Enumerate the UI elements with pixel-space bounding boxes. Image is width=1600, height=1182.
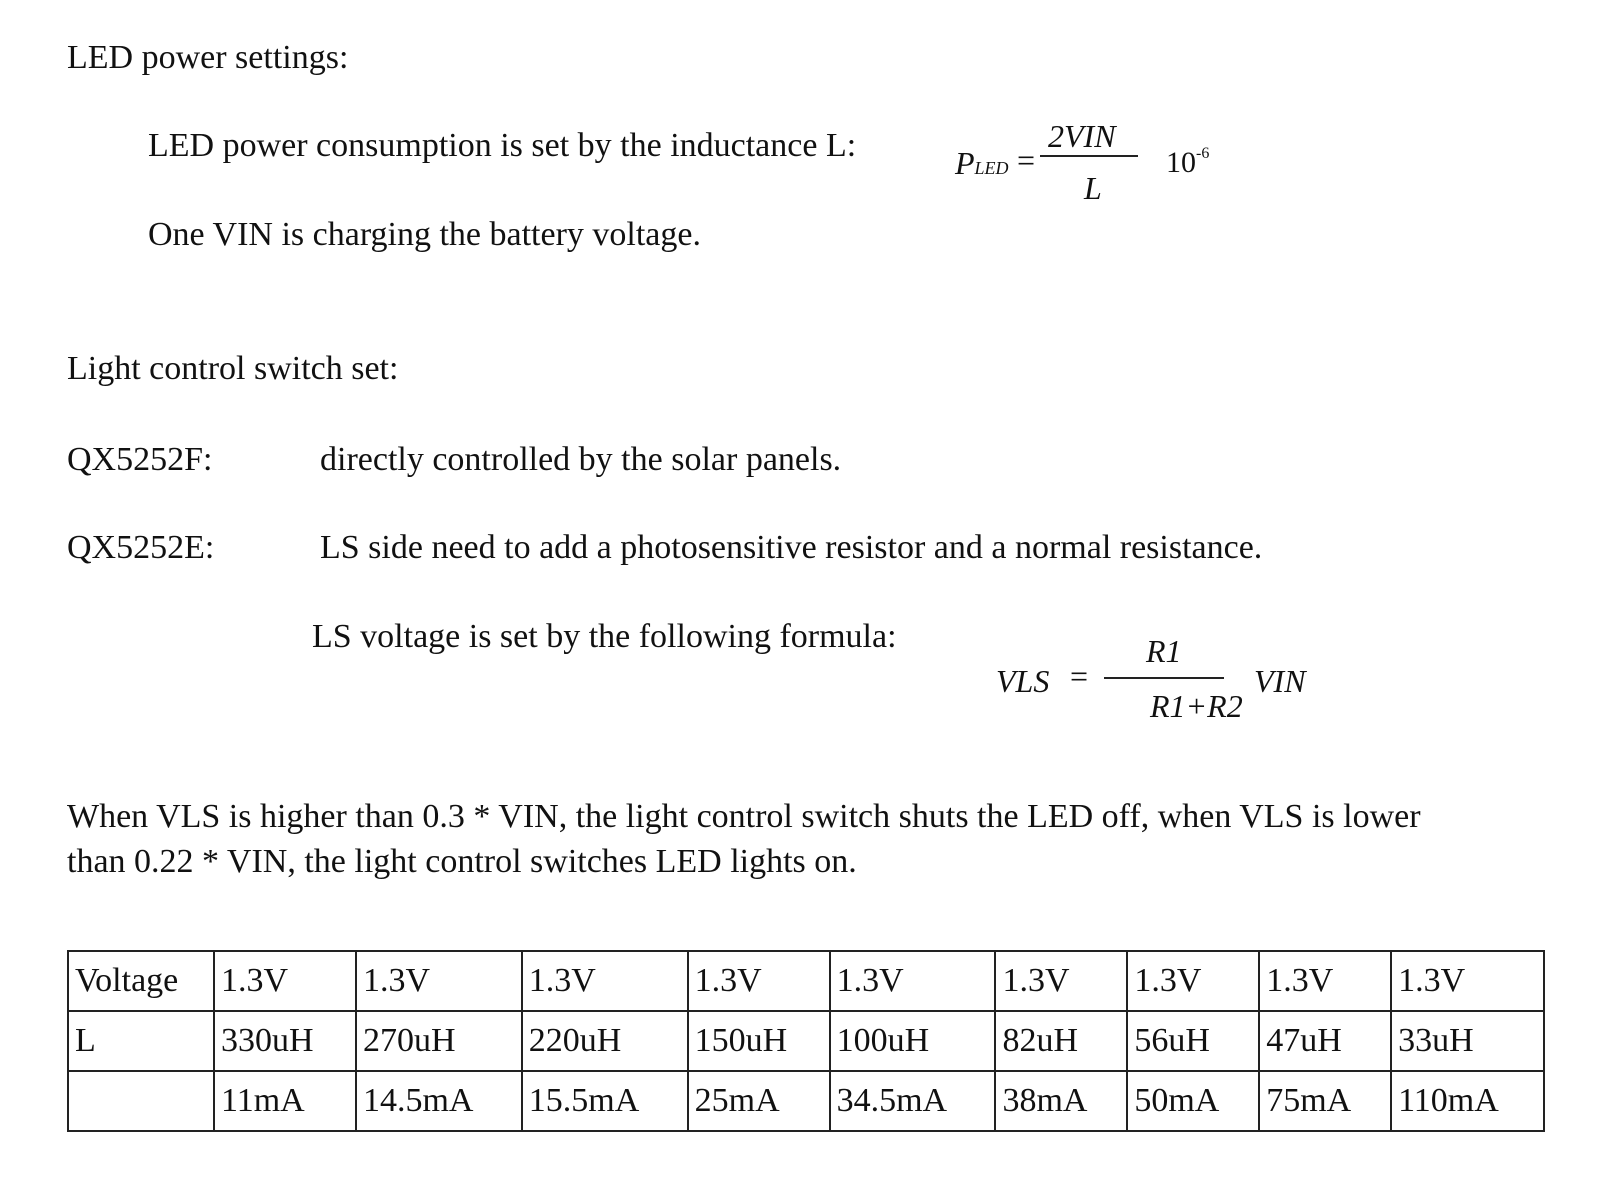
formula1-exponent: -6 (1196, 145, 1210, 162)
led-power-description: LED power consumption is set by the inductance L: (148, 127, 857, 164)
table-cell: 33uH (1391, 1011, 1544, 1071)
table-cell: 1.3V (522, 951, 688, 1011)
table-cell: 1.3V (1391, 951, 1544, 1011)
table-cell: 47uH (1259, 1011, 1391, 1071)
formula2-equals: = (1070, 658, 1089, 694)
formula1-denominator: L (1084, 170, 1102, 206)
table-cell: 34.5mA (830, 1071, 996, 1131)
table-cell: 150uH (688, 1011, 830, 1071)
table-cell: 1.3V (214, 951, 356, 1011)
table-cell: 1.3V (1259, 951, 1391, 1011)
table-cell: 15.5mA (522, 1071, 688, 1131)
formula1-lhs: P (955, 145, 975, 181)
table-cell: 1.3V (995, 951, 1127, 1011)
ls-formula-intro: LS voltage is set by the following formula: (312, 618, 897, 655)
formula2-fraction-bar (1104, 677, 1224, 679)
item-text-qx5252f: directly controlled by the solar panels. (320, 441, 842, 478)
table-cell: 110mA (1391, 1071, 1544, 1131)
item-label-qx5252e: QX5252E: (67, 529, 215, 566)
inductance-current-table (67, 950, 1545, 1132)
table-cell: 14.5mA (356, 1071, 522, 1131)
vls-threshold-line-1: When VLS is higher than 0.3 * VIN, the light control switch shuts the LED off, when VLS is lower (67, 798, 1421, 835)
item-label-qx5252f: QX5252F: (67, 441, 213, 478)
formula1-lhs-subscript: LED (974, 158, 1009, 178)
row-header: L (68, 1011, 214, 1071)
formula2-factor: VIN (1254, 663, 1306, 699)
table-cell: 38mA (995, 1071, 1127, 1131)
table-cell: 50mA (1127, 1071, 1259, 1131)
table-cell: 25mA (688, 1071, 830, 1131)
section-heading-led-power: LED power settings: (67, 39, 349, 76)
formula2-denominator: R1+R2 (1150, 688, 1243, 724)
row-header: Voltage (68, 951, 214, 1011)
formula2-numerator: R1 (1146, 633, 1182, 669)
formula2-lhs: VLS (996, 663, 1050, 699)
formula1-numerator: 2VIN (1048, 118, 1116, 154)
inductance-row (68, 1011, 1544, 1071)
table-cell: 330uH (214, 1011, 356, 1071)
table-cell: 56uH (1127, 1011, 1259, 1071)
table-cell: 100uH (830, 1011, 996, 1071)
current-row (68, 1071, 1544, 1131)
section-heading-light-control: Light control switch set: (67, 350, 399, 387)
table-cell: 82uH (995, 1011, 1127, 1071)
table-cell: 1.3V (1127, 951, 1259, 1011)
table-cell: 270uH (356, 1011, 522, 1071)
table-cell: 1.3V (356, 951, 522, 1011)
formula1-factor: 10 (1166, 146, 1196, 179)
row-header (68, 1071, 214, 1131)
formula1-equals: = (1017, 142, 1036, 178)
vls-threshold-line-2: than 0.22 * VIN, the light control switches LED lights on. (67, 843, 857, 880)
formula1-fraction-bar (1040, 155, 1138, 157)
table-cell: 1.3V (830, 951, 996, 1011)
item-text-qx5252e: LS side need to add a photosensitive resistor and a normal resistance. (320, 529, 1263, 566)
voltage-row (68, 951, 1544, 1011)
vin-description: One VIN is charging the battery voltage. (148, 216, 701, 253)
table-cell: 220uH (522, 1011, 688, 1071)
table-cell: 1.3V (688, 951, 830, 1011)
table-cell: 75mA (1259, 1071, 1391, 1131)
table-cell: 11mA (214, 1071, 356, 1131)
